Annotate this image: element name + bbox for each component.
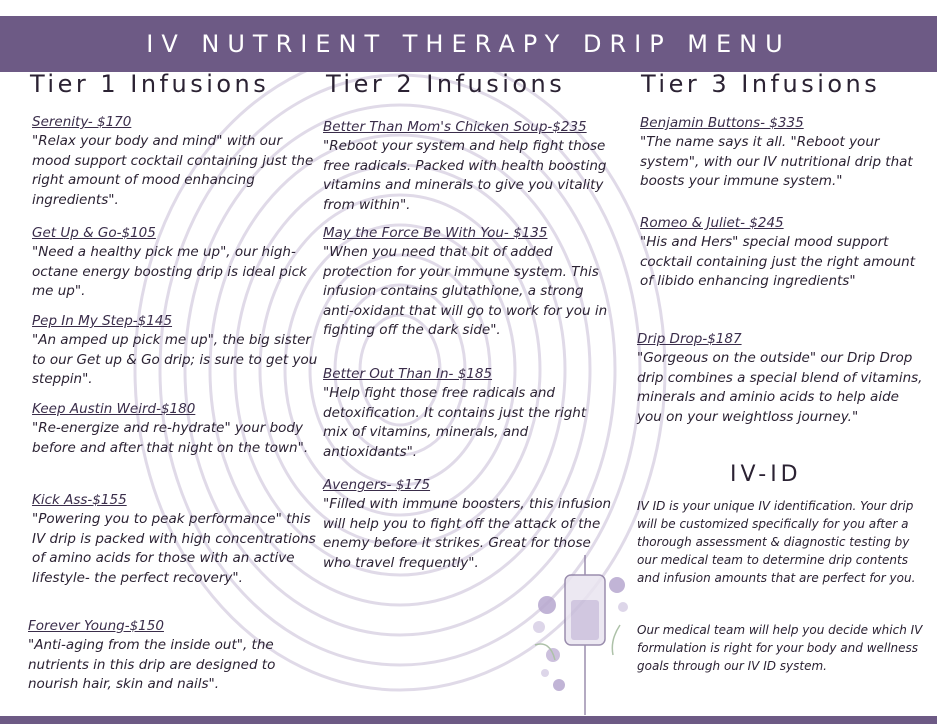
item-description: "Filled with immune boosters, this infusion will help you to fight off the attack of the enemy before it strikes. Great for those who travel frequently".: [323, 496, 612, 571]
item-description: "Powering you to peak performance" this IV drip is packed with high concentrations of amino acids for those with an active lifestyle- the perfect recovery".: [32, 511, 316, 586]
item-name: Drip Drop-$187: [637, 331, 742, 347]
menu-item: [640, 215, 930, 292]
item-name: Avengers- $175: [323, 477, 431, 493]
item-name: Forever Young-$150: [28, 618, 164, 634]
ivid-title: IV-ID: [730, 462, 802, 487]
menu-item: [32, 313, 322, 390]
menu-item: [32, 225, 322, 302]
item-name: Serenity- $170: [32, 114, 132, 130]
menu-item: [32, 401, 322, 458]
ivid-paragraph-2: Our medical team will help you decide which IV formulation is right for your body and wellness goals through our IV ID system.: [637, 623, 923, 673]
menu-item: [32, 114, 322, 210]
ivid-paragraph-1: IV ID is your unique IV identification. Your drip will be customized specifically for you after a thorough assessment & diagnostic testing by our medical team to determine drip contents and infusion amounts that are perfect for you.: [637, 499, 916, 585]
footer-rule: [0, 716, 937, 724]
item-name: Get Up & Go-$105: [32, 225, 156, 241]
menu-item: [28, 618, 328, 695]
item-description: "Need a healthy pick me up", our high-octane energy boosting drip is ideal pick me up".: [32, 244, 307, 299]
menu-item: [640, 115, 930, 192]
item-name: Better Out Than In- $185: [323, 366, 493, 382]
item-name: Keep Austin Weird-$180: [32, 401, 196, 417]
item-description: "Help fight those free radicals and detoxification. It contains just the right mix of vitamins, minerals, and antioxidants".: [323, 385, 587, 460]
menu-item: [323, 119, 613, 215]
tier-3-title: Tier 3 Infusions: [641, 70, 881, 98]
item-name: May the Force Be With You- $135: [323, 225, 548, 241]
iv-bag-floral-illustration: [525, 545, 635, 720]
item-name: Pep In My Step-$145: [32, 313, 173, 329]
tier-2-title: Tier 2 Infusions: [326, 70, 566, 98]
item-description: "Re-energize and re-hydrate" your body before and after that night on the town".: [32, 420, 309, 456]
item-description: "Relax your body and mind" with our mood support cocktail containing just the right amount of mood enhancing ingredients".: [32, 133, 314, 208]
item-description: "Anti-aging from the inside out", the nutrients in this drip are designed to nourish hair, skin and nails".: [28, 637, 276, 692]
menu-item: [323, 366, 613, 462]
menu-item: [32, 492, 322, 588]
item-name: Romeo & Juliet- $245: [640, 215, 784, 231]
item-description: "Reboot your system and help fight those free radicals. Packed with health boosting vitamins and minerals to give you vitality from within".: [323, 138, 607, 213]
header-banner: [0, 16, 937, 72]
item-description: "The name says it all. "Reboot your system", with our IV nutritional drip that boosts your immune system.": [640, 134, 913, 189]
item-name: Kick Ass-$155: [32, 492, 127, 508]
menu-item: [323, 225, 613, 341]
item-name: Better Than Mom's Chicken Soup-$235: [323, 119, 587, 135]
item-description: "When you need that bit of added protection for your immune system. This infusion contains glutathione, a strong anti-oxidant that will go to work for you in fighting off the dark side".: [323, 244, 608, 338]
item-name: Benjamin Buttons- $335: [640, 115, 804, 131]
item-description: "Gorgeous on the outside" our Drip Drop drip combines a special blend of vitamins, minerals and aminio acids to help aide you on your weightloss journey.": [637, 350, 923, 425]
page-title: IV NUTRIENT THERAPY DRIP MENU: [146, 30, 791, 58]
item-description: "His and Hers" special mood support cocktail containing just the right amount of libido enhancing ingredients": [640, 234, 916, 289]
item-description: "An amped up pick me up", the big sister to our Get up & Go drip; is sure to get you steppin".: [32, 332, 318, 387]
tier-1-title: Tier 1 Infusions: [30, 70, 270, 98]
menu-item: [637, 331, 927, 427]
